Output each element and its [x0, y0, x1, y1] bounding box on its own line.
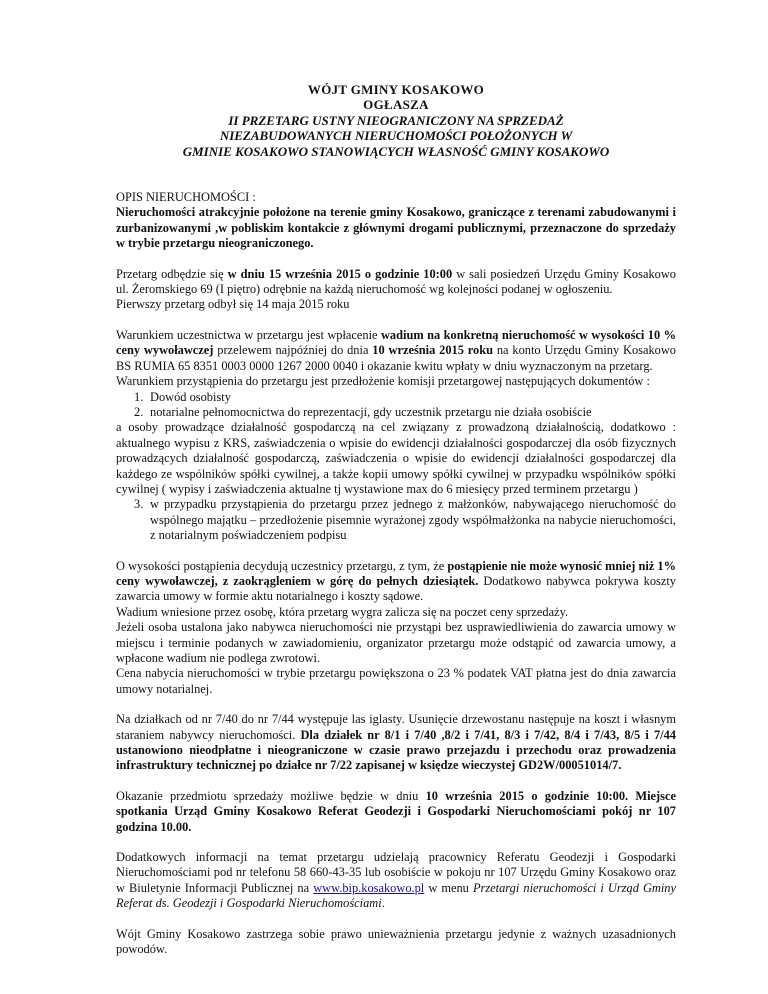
easement-bold: Dla działek nr 8/1 i 7/40 ,8/2 i 7/41, 8/3 i 7/42, 8/4 i 7/43, 8/5 i 7/44 ustanowiono nieodpłatne i nieograniczone w czasie prawo przejazdu i przechodu oraz prowadzenia infrastruktury technicznej po działce nr 7/22 zapisanej w księdze wieczystej GD2W/00051014/7.	[116, 727, 676, 773]
contact-text-d: .	[381, 896, 385, 911]
deposit-text-c: przelewem najpóźniej do dnia	[213, 343, 373, 358]
withdrawal-text: Jeżeli osoba ustalona jako nabywca nieruchomości nie przystąpi bez usprawiedliwienia do zawarcia umowy w miejscu i terminie podanych w zawiadomieniu, organizator przetargu może odstąpić od zawarcia umowy, a wpłacone wadium nie podlega zwrotowi.	[116, 620, 676, 665]
vat-text: Cena nabycia nieruchomości w trybie przetargu powiększona o 23 % podatek VAT płatna jest do dnia zawarcia umowy notarialnej.	[116, 666, 676, 696]
bip-link[interactable]: www.bip.kosakowo.pl	[313, 880, 425, 895]
header-subject-line-3: GMINIE KOSAKOWO STANOWIĄCYCH WŁASNOŚĆ GMINY KOSAKOWO	[182, 143, 610, 159]
bid-bold-b: postąpienie nie może wynosić mniej niż 1% ceny wywoławczej, z zaokrągleniem w górę do pełnych dziesiątek.	[116, 558, 676, 588]
bid-text-a: O wysokości postąpienia decydują uczestnicy przetargu, z tym, że	[116, 558, 448, 573]
property-description-label: OPIS NIERUCHOMOŚCI :	[116, 190, 256, 205]
deposit-bold-d: 10 września 2015 roku	[372, 343, 494, 358]
header-subject-line-2: NIEZABUDOWANYCH NIERUCHOMOŚCI POŁOŻONYCH W	[219, 128, 573, 144]
property-description	[116, 190, 676, 252]
deposit-text-a: Warunkiem uczestnictwa w przetargu jest wpłacenie	[116, 327, 381, 342]
header-announces: OGŁASZA	[363, 97, 429, 113]
auction-date-text-c: w sali posiedzeń Urzędu Gminy Kosakowo ul. Żeromskiego 69 (I piętro) odrębnie na każdą nieruchomość wg kolejności podanej w ogłoszeniu.	[116, 266, 676, 297]
reservation-paragraph	[116, 927, 676, 958]
contact-text-a: Dodatkowych informacji na temat przetargu udzielają pracownicy Referatu Geodezji i Gospodarki Nieruchomościami pod nr telefonu 58 660-43-35 lub osobiście w pokoju nr 107 Urzędu Gminy Kosakowo oraz w Biuletynie Informacji Publicznej na	[116, 850, 676, 895]
viewing-paragraph	[116, 789, 676, 835]
contact-paragraph	[116, 850, 676, 912]
reservation-text: Wójt Gminy Kosakowo zastrzega sobie prawo unieważnienia przetargu jedynie z ważnych uzasadnionych powodów.	[116, 926, 676, 957]
viewing-text: Okazanie przedmiotu sprzedaży możliwe będzie w dniu	[116, 788, 426, 803]
header-subject-line-1: II PRZETARG USTNY NIEOGRANICZONY NA SPRZEDAŻ	[228, 112, 564, 128]
auction-date-paragraph	[116, 267, 676, 313]
bid-increment-paragraph	[116, 559, 676, 698]
contact-text-b: w menu	[424, 880, 473, 895]
bid-text-c: Dodatkowo nabywca pokrywa koszty zawarcia umowy w formie aktu notarialnego i koszty sądowe.	[116, 573, 676, 604]
list-item: 3. w przypadku przystąpienia do przetargu przez jednego z małżonków, nabywającego nieruchomość do wspólnego majątku – przedłożenie pisemnie wyrażonej zgody współmałżonka na nabycie nieruchomości, z notarialnym poświadczeniem podpisu	[134, 497, 676, 543]
business-documents-text: a osoby prowadzące działalność gospodarczą na cel związany z prowadzoną działalnością, dodatkowo : aktualnego wypisu z KRS, zaświadczenia o wpisie do ewidencji działalności gospodarczej dla osób fizycznych prowadzących działalność gospodarczą, zaświadczenia o wpisie do ewidencji działalności gospodarczej dla każdego ze wspólników spółki cywilnej, a także kopii umowy spółki cywilnej w przypadku wspólników spółki cywilnej ( wypisy i zaświadczenia aktualne tj wystawione max do 6 miesięcy przed terminem przetargu )	[116, 420, 676, 496]
document-page	[116, 82, 676, 973]
documents-intro: Warunkiem przystąpienia do przetargu jest przedłożenie komisji przetargowej następujących dokumentów :	[116, 374, 650, 389]
deposit-paragraph	[116, 328, 676, 544]
deposit-credit-text: Wadium wniesione przez osobę, która przetarg wygra zalicza się na poczet ceny sprzedaży.	[116, 604, 569, 619]
deposit-text-e: na konto Urzędu Gminy Kosakowo BS RUMIA 65 8351 0003 0000 1267 2000 0040 i okazanie kwitu wpłaty w dniu wyznaczonym na przetarg.	[116, 343, 676, 373]
viewing-bold: 10 września 2015 o godzinie 10:00. Miejsce spotkania Urząd Gminy Kosakowo Referat Geodezji i Gospodarki Nieruchomościami pokój nr 107 godzina 10.00.	[116, 788, 676, 834]
auction-date-text-a: Przetarg odbędzie się	[116, 266, 228, 281]
property-description-text: Nieruchomości atrakcyjnie położone na terenie gminy Kosakowo, graniczące z terenami zabudowanymi i zurbanizowanymi ,w pobliskim kontakcie z głównymi drogami publicznymi, przeznaczone do sprzedaży w trybie przetargu nieograniczonego.	[116, 205, 676, 251]
list-item: 2. notarialne pełnomocnictwa do reprezentacji, gdy uczestnik przetargu nie działa osobiście	[134, 404, 592, 419]
document-header	[116, 82, 676, 159]
forest-text: Na działkach od nr 7/40 do nr 7/44 występuje las iglasty. Usunięcie drzewostanu następuje na koszt i własnym staraniem nabywcy nieruchomości.	[116, 712, 676, 742]
first-auction-note: Pierwszy przetarg odbył się 14 maja 2015 roku	[116, 297, 350, 312]
deposit-bold-b: wadium na konkretną nieruchomość w wysokości 10 % ceny wywoławczej	[116, 327, 676, 358]
forest-easement-paragraph	[116, 712, 676, 774]
list-item: 1. Dowód osobisty	[134, 389, 231, 404]
header-authority: WÓJT GMINY KOSAKOWO	[307, 82, 485, 97]
auction-date-bold: w dniu 15 września 2015 o godzinie 10:00	[227, 266, 453, 281]
contact-menu-italic: Przetargi nieruchomości i Urząd Gminy Referat ds. Geodezji i Gospodarki Nieruchomościami	[116, 880, 676, 911]
